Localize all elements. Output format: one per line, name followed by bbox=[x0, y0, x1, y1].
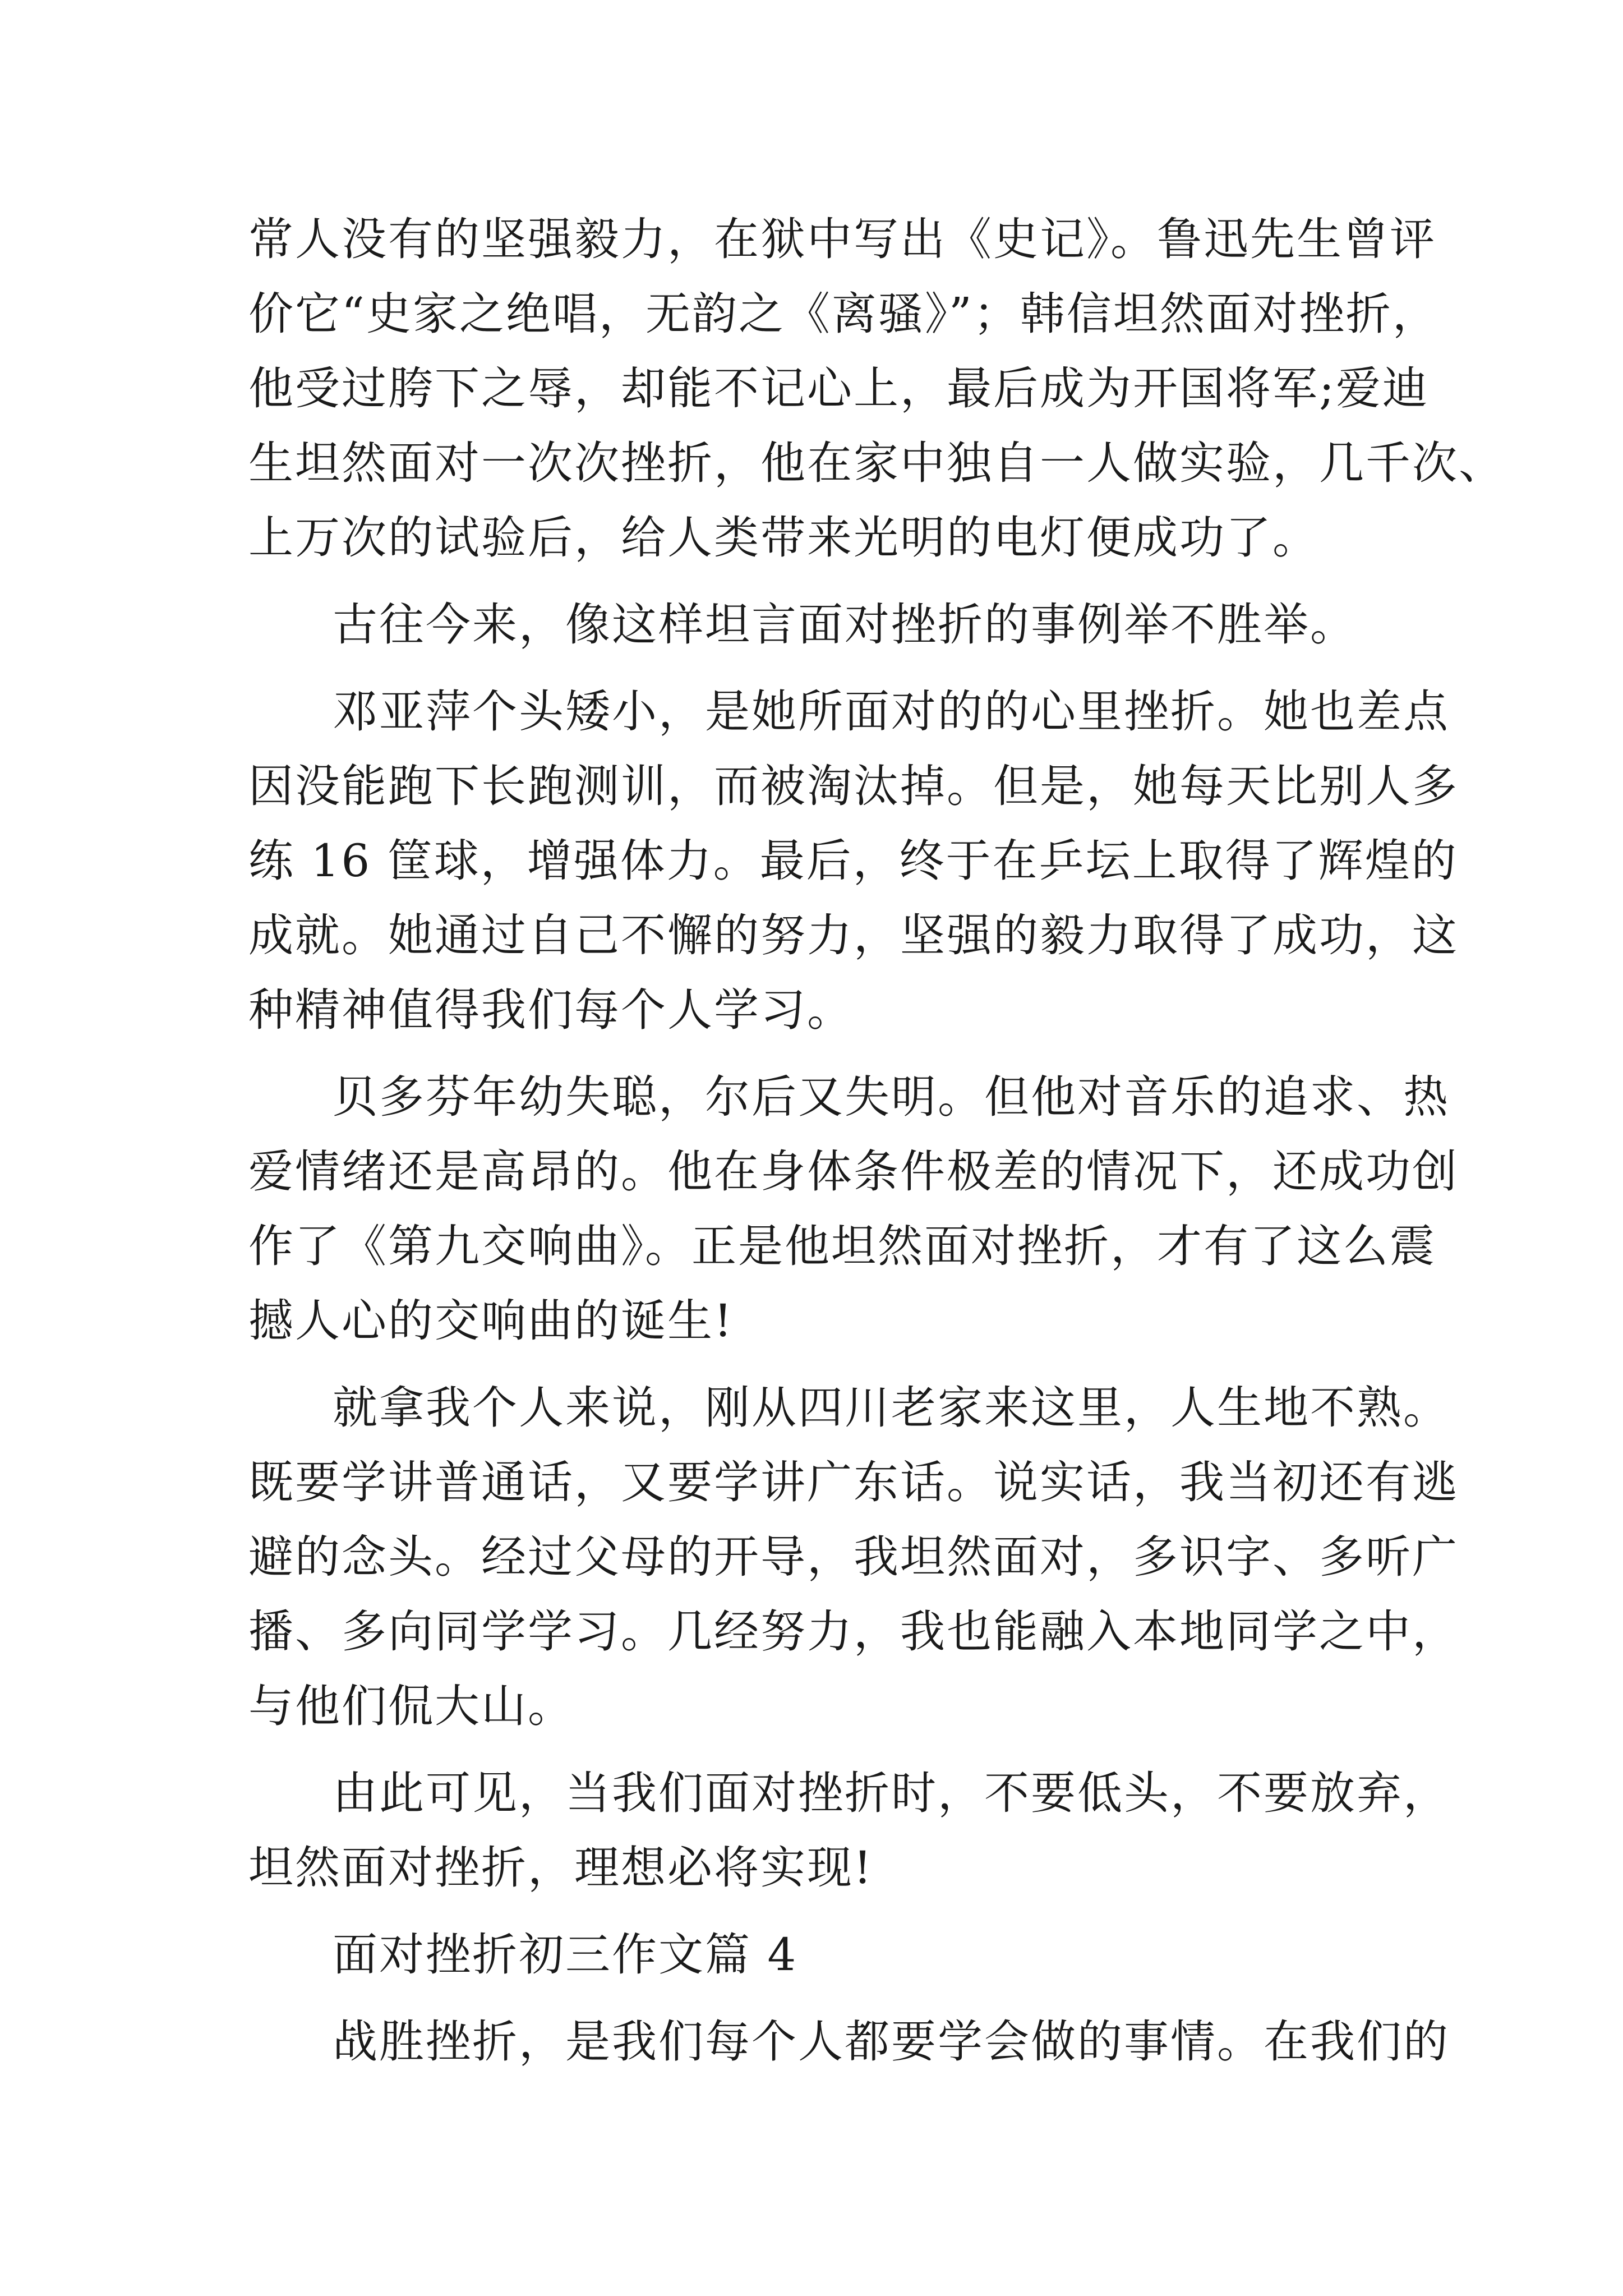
text-line: 他受过胯下之辱，却能不记心上，最后成为开国将军;爱迪 bbox=[248, 362, 1429, 415]
text-line: 成就。她通过自己不懈的努力，坚强的毅力取得了成功，这 bbox=[248, 909, 1459, 961]
text-line: 避的念头。经过父母的开导，我坦然面对，多识字、多听广 bbox=[248, 1531, 1459, 1583]
text-line: 生坦然面对一次次挫折，他在家中独自一人做实验，几千次、 bbox=[248, 437, 1505, 489]
text-line: 由此可见，当我们面对挫折时，不要低头，不要放弃， bbox=[333, 1767, 1450, 1819]
text-line: 古往今来，像这样坦言面对挫折的事例举不胜举。 bbox=[333, 599, 1357, 651]
text-line: 爱情绪还是高昂的。他在身体条件极差的情况下，还成功创 bbox=[248, 1145, 1459, 1198]
text-line: 种精神值得我们每个人学习。 bbox=[248, 984, 854, 1036]
text-line: 与他们侃大山。 bbox=[248, 1680, 574, 1732]
body-text bbox=[248, 202, 1505, 2079]
text-line: 就拿我个人来说，刚从四川老家来这里，人生地不熟。 bbox=[333, 1382, 1450, 1434]
text-line: 坦然面对挫折，理想必将实现! bbox=[248, 1842, 874, 1894]
text-line: 播、多向同学学习。几经努力，我也能融入本地同学之中， bbox=[248, 1605, 1459, 1658]
text-line: 战胜挫折，是我们每个人都要学会做的事情。在我们的 bbox=[333, 2016, 1450, 2068]
text-line: 练 16 筐球，增强体力。最后，终于在乒坛上取得了辉煌的 bbox=[248, 835, 1458, 887]
text-line: 上万次的试验后，给人类带来光明的电灯便成功了。 bbox=[248, 512, 1319, 564]
text-line: 常人没有的坚强毅力，在狱中写出《史记》。鲁迅先生曾评 bbox=[248, 213, 1436, 265]
section-heading: 面对挫折初三作文篇 4 bbox=[333, 1929, 798, 1981]
text-line: 贝多芬年幼失聪，尔后又失明。但他对音乐的追求、热 bbox=[333, 1071, 1450, 1123]
text-line: 邓亚萍个头矮小，是她所面对的的心里挫折。她也差点 bbox=[333, 685, 1450, 738]
text-line: 因没能跑下长跑测训，而被淘汰掉。但是，她每天比别人多 bbox=[248, 760, 1459, 812]
text-line: 作了《第九交响曲》。正是他坦然面对挫折，才有了这么震 bbox=[248, 1220, 1436, 1272]
text-line: 价它“史家之绝唱，无韵之《离骚》”；韩信坦然面对挫折， bbox=[248, 288, 1439, 340]
text-line: 既要学讲普通话，又要学讲广东话。说实话，我当初还有逃 bbox=[248, 1456, 1459, 1508]
text-line: 撼人心的交响曲的诞生! bbox=[248, 1295, 734, 1347]
